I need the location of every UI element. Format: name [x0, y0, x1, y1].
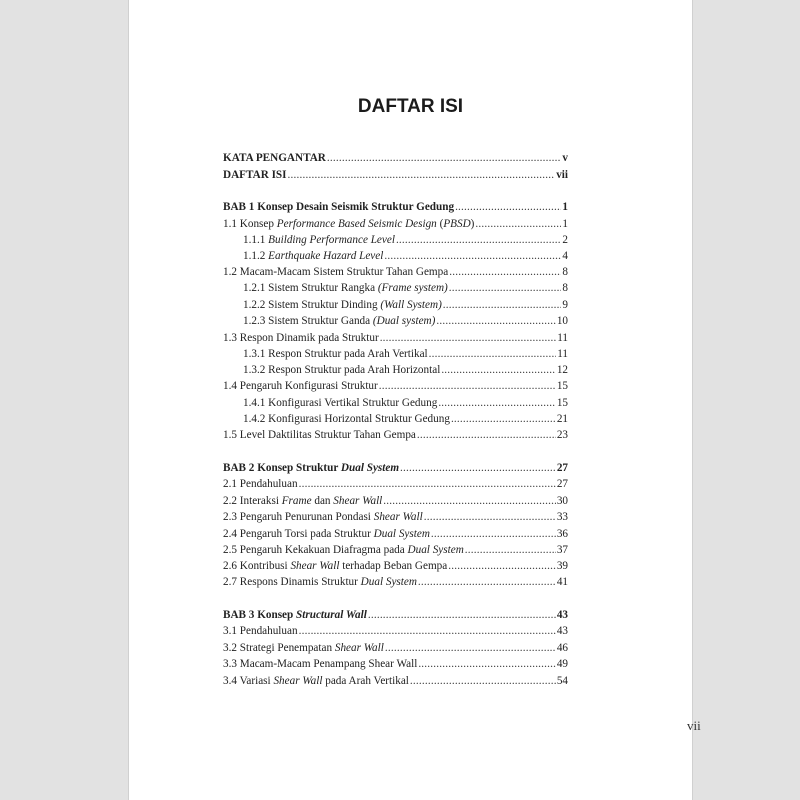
- toc-entry-page: 33: [556, 511, 568, 523]
- toc-entry-page: 36: [556, 528, 568, 540]
- toc-leader-dots: [299, 623, 556, 639]
- toc-leader-dots: [418, 656, 556, 672]
- toc-leader-dots: [418, 574, 556, 590]
- toc-entry-page: 10: [556, 315, 568, 327]
- toc-entry[interactable]: [223, 460, 568, 476]
- toc-entry-label: KATA PENGANTAR: [223, 152, 326, 164]
- toc-entry[interactable]: [223, 232, 568, 248]
- toc-entry-page: v: [562, 152, 568, 164]
- toc-entry-page: 54: [556, 675, 568, 687]
- toc-leader-dots: [385, 640, 556, 656]
- toc-entry[interactable]: [223, 574, 568, 590]
- toc-leader-dots: [400, 460, 556, 476]
- toc-entry-page: 27: [556, 462, 568, 474]
- toc-entry-label: 1.1.2 Earthquake Hazard Level: [243, 250, 384, 262]
- toc-leader-dots: [396, 232, 561, 248]
- toc-entry[interactable]: [223, 558, 568, 574]
- toc-leader-dots: [449, 280, 562, 296]
- toc-entry[interactable]: [223, 395, 568, 411]
- toc-entry[interactable]: [223, 640, 568, 656]
- toc-entry-label: 1.4 Pengaruh Konfigurasi Struktur: [223, 380, 378, 392]
- toc-entry-label: 2.1 Pendahuluan: [223, 478, 298, 490]
- toc-leader-dots: [438, 395, 556, 411]
- toc-leader-dots: [455, 199, 561, 215]
- toc-entry-page: 15: [556, 397, 568, 409]
- toc-entry[interactable]: [223, 526, 568, 542]
- toc-entry-label: 3.2 Strategi Penempatan Shear Wall: [223, 642, 384, 654]
- toc-leader-dots: [380, 330, 557, 346]
- toc-leader-dots: [429, 346, 557, 362]
- toc-entry-label: 2.2 Interaksi Frame dan Shear Wall: [223, 495, 383, 507]
- toc-entry-page: 1: [562, 201, 568, 213]
- toc-entry-label: 3.4 Variasi Shear Wall pada Arah Vertikal: [223, 675, 409, 687]
- toc-entry-page: 43: [556, 609, 568, 621]
- toc-entry[interactable]: [223, 280, 568, 296]
- toc-entry-page: 23: [556, 429, 568, 441]
- toc-entry[interactable]: [223, 673, 568, 689]
- toc-entry[interactable]: [223, 656, 568, 672]
- toc-entry-page: 8: [562, 282, 568, 294]
- toc-entry-page: 4: [562, 250, 568, 262]
- toc-entry[interactable]: [223, 493, 568, 509]
- toc-entry[interactable]: [223, 297, 568, 313]
- toc-leader-dots: [436, 313, 555, 329]
- toc-entry[interactable]: [223, 623, 568, 639]
- toc-entry-page: 12: [556, 364, 568, 376]
- toc-entry-page: vii: [556, 169, 568, 181]
- toc-entry-label: 2.4 Pengaruh Torsi pada Struktur Dual System: [223, 528, 430, 540]
- toc-entry-page: 41: [556, 576, 568, 588]
- toc-entry[interactable]: [223, 607, 568, 623]
- toc-entry[interactable]: [223, 378, 568, 394]
- toc-leader-dots: [443, 297, 562, 313]
- toc-entry-label: 1.2 Macam-Macam Sistem Struktur Tahan Gempa: [223, 266, 449, 278]
- toc-entry-page: 8: [562, 266, 568, 278]
- toc-entry-page: 30: [556, 495, 568, 507]
- toc-entry[interactable]: [223, 216, 568, 232]
- toc-entry[interactable]: [223, 427, 568, 443]
- toc-entry-page: 1: [562, 218, 568, 230]
- toc-leader-dots: [383, 493, 556, 509]
- toc-leader-dots: [451, 411, 556, 427]
- toc-leader-dots: [417, 427, 556, 443]
- toc-entry-page: 9: [562, 299, 568, 311]
- toc-entry[interactable]: [223, 167, 568, 183]
- page-title: DAFTAR ISI: [357, 96, 464, 117]
- toc-leader-dots: [448, 558, 556, 574]
- toc-entry[interactable]: [223, 330, 568, 346]
- toc-entry-page: 2: [562, 234, 568, 246]
- toc-leader-dots: [368, 607, 556, 623]
- toc-leader-dots: [410, 673, 556, 689]
- toc-entry-label: 1.1 Konsep Performance Based Seismic Design (PBSD): [223, 218, 475, 230]
- toc-leader-dots: [288, 167, 556, 183]
- toc-entry-page: 37: [556, 544, 568, 556]
- toc-entry[interactable]: [223, 362, 568, 378]
- toc-entry[interactable]: [223, 248, 568, 264]
- toc-entry-page: 11: [557, 332, 568, 344]
- toc-entry-label: 2.6 Kontribusi Shear Wall terhadap Beban Gempa: [223, 560, 448, 572]
- toc-entry-label: 1.2.3 Sistem Struktur Ganda (Dual system): [243, 315, 436, 327]
- toc-entry-label: 1.5 Level Daktilitas Struktur Tahan Gempa: [223, 429, 416, 441]
- toc-entry-label: 3.3 Macam-Macam Penampang Shear Wall: [223, 658, 418, 670]
- toc-entry-label: BAB 2 Konsep Struktur Dual System: [223, 462, 400, 474]
- toc-entry[interactable]: [223, 150, 568, 166]
- toc-entry-label: 3.1 Pendahuluan: [223, 625, 298, 637]
- toc-entry[interactable]: [223, 476, 568, 492]
- toc-entry-label: 2.5 Pengaruh Kekakuan Diafragma pada Dual System: [223, 544, 464, 556]
- toc-entry-label: 1.4.2 Konfigurasi Horizontal Struktur Gedung: [243, 413, 450, 425]
- toc-leader-dots: [384, 248, 561, 264]
- toc-entry[interactable]: [223, 313, 568, 329]
- toc-entry-label: BAB 1 Konsep Desain Seismik Struktur Gedung: [223, 201, 455, 213]
- toc-entry-page: 15: [556, 380, 568, 392]
- toc-leader-dots: [475, 216, 561, 232]
- toc-entry-page: 49: [556, 658, 568, 670]
- toc-entry-page: 39: [556, 560, 568, 572]
- toc-entry-page: 46: [556, 642, 568, 654]
- toc-entry-page: 27: [556, 478, 568, 490]
- toc-entry[interactable]: [223, 199, 568, 215]
- toc-leader-dots: [449, 264, 561, 280]
- toc-leader-dots: [327, 150, 562, 166]
- toc-entry-page: 43: [556, 625, 568, 637]
- toc-entry-label: 1.1.1 Building Performance Level: [243, 234, 395, 246]
- toc-leader-dots: [379, 378, 556, 394]
- toc-entry-label: 1.3 Respon Dinamik pada Struktur: [223, 332, 379, 344]
- toc-entry-label: 1.3.2 Respon Struktur pada Arah Horizontal: [243, 364, 441, 376]
- toc-entry-label: BAB 3 Konsep Structural Wall: [223, 609, 367, 621]
- toc-entry-label: 1.2.1 Sistem Struktur Rangka (Frame system): [243, 282, 448, 294]
- toc-leader-dots: [424, 509, 556, 525]
- toc-entry-label: 1.2.2 Sistem Struktur Dinding (Wall System): [243, 299, 442, 311]
- toc-entry-label: 1.4.1 Konfigurasi Vertikal Struktur Gedung: [243, 397, 438, 409]
- toc-entry-page: 21: [556, 413, 568, 425]
- toc-leader-dots: [431, 526, 556, 542]
- toc-entry-label: 2.7 Respons Dinamis Struktur Dual System: [223, 576, 417, 588]
- toc-leader-dots: [465, 542, 556, 558]
- toc-entry-label: DAFTAR ISI: [223, 169, 287, 181]
- toc-leader-dots: [299, 476, 556, 492]
- toc-entry[interactable]: [223, 542, 568, 558]
- toc-entry[interactable]: [223, 264, 568, 280]
- page-number: vii: [687, 718, 701, 733]
- toc-entry-page: 11: [557, 348, 568, 360]
- toc-entry[interactable]: [223, 509, 568, 525]
- toc-entry-label: 1.3.1 Respon Struktur pada Arah Vertikal: [243, 348, 428, 360]
- toc-entry[interactable]: [223, 411, 568, 427]
- toc-leader-dots: [441, 362, 556, 378]
- toc-entry-label: 2.3 Pengaruh Penurunan Pondasi Shear Wall: [223, 511, 423, 523]
- toc-entry[interactable]: [223, 346, 568, 362]
